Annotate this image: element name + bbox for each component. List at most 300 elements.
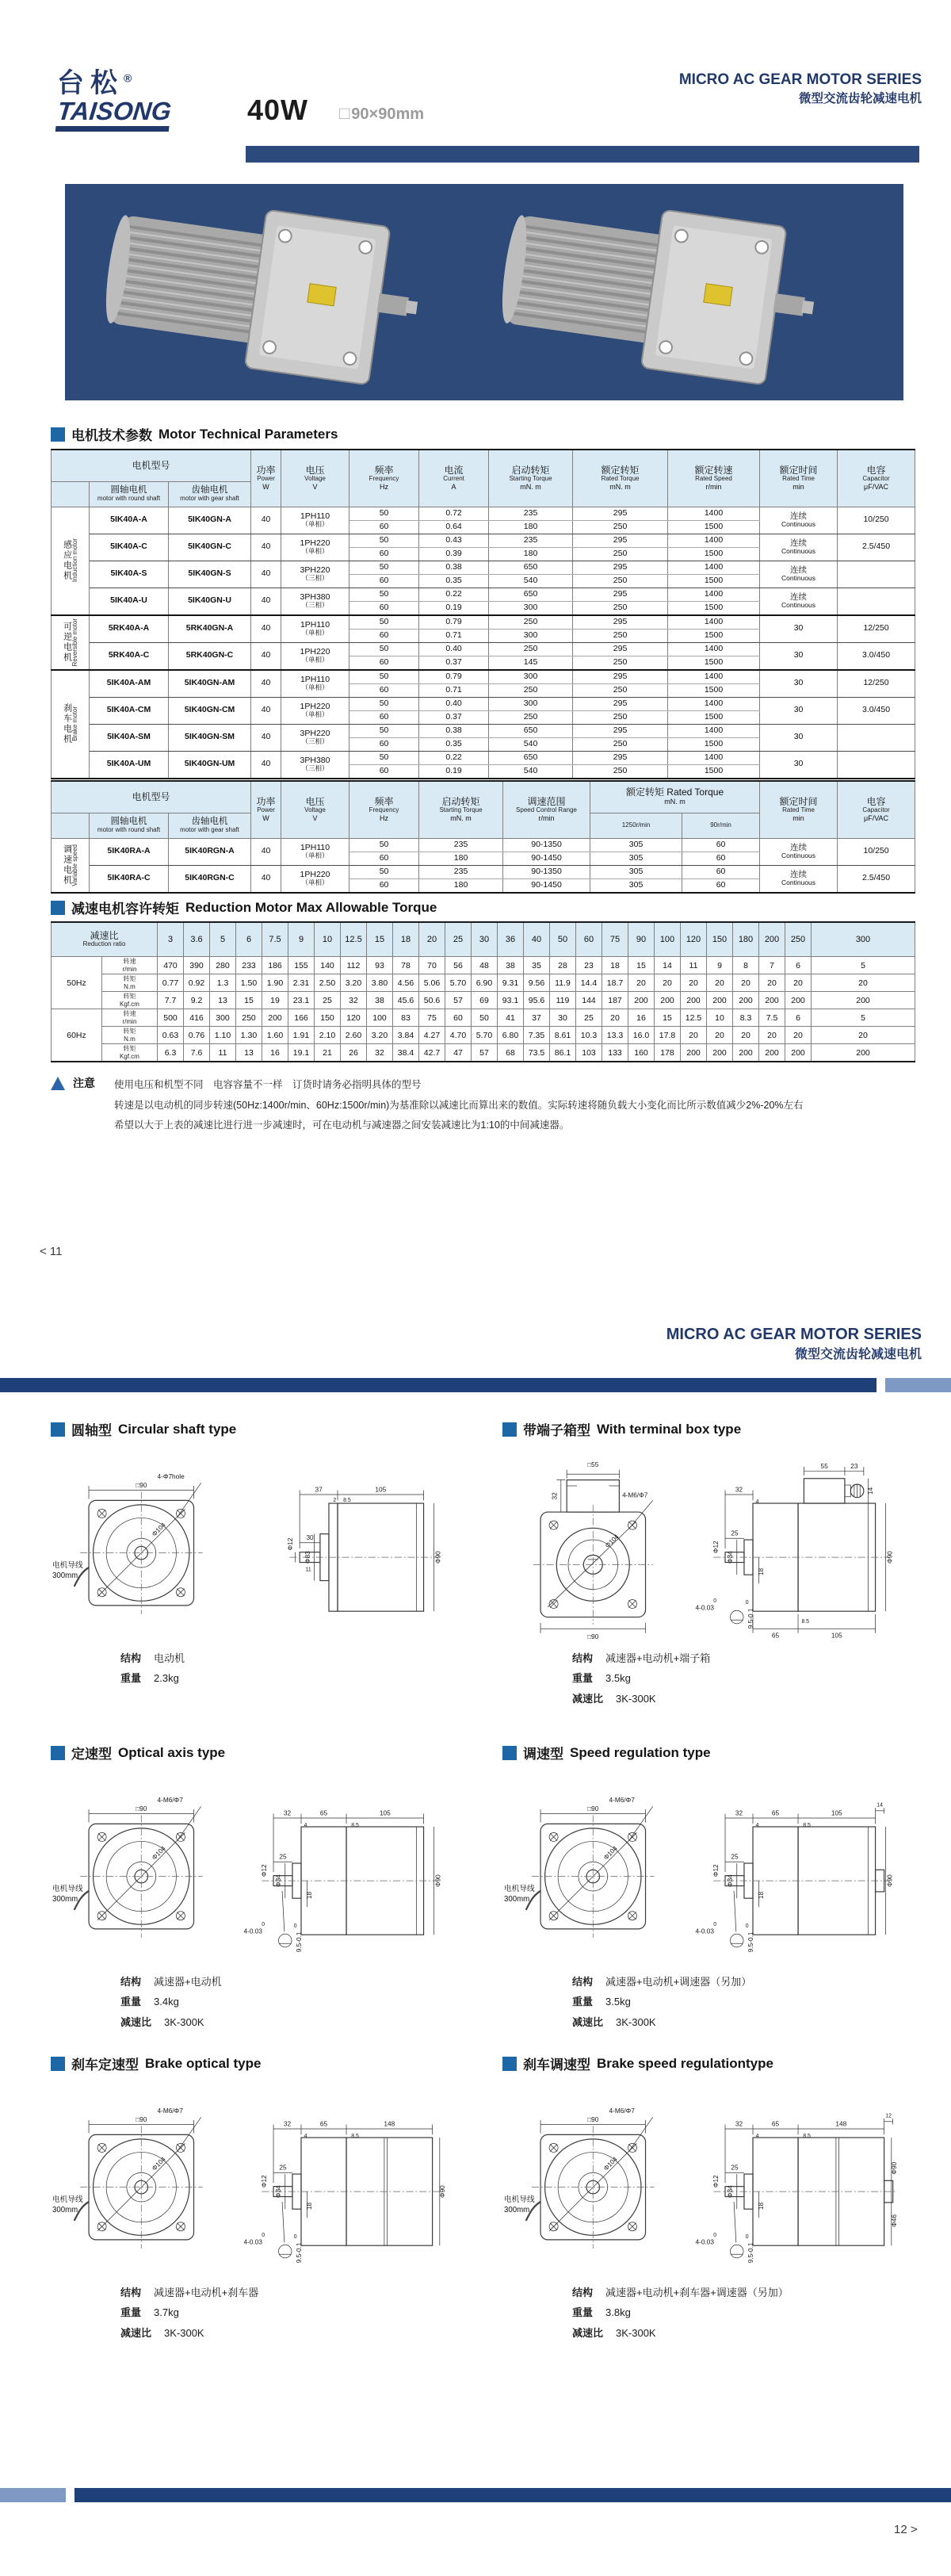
section-terminal-box [502, 1419, 922, 1709]
spec-info [572, 2283, 922, 2343]
svg-text:4-0.03: 4-0.03 [695, 1604, 714, 1612]
table-cell [281, 642, 349, 670]
svg-text:4: 4 [304, 2134, 307, 2140]
section-square-icon [51, 901, 65, 915]
spec-info [120, 1648, 471, 1689]
table-cell: 3.0/450 [838, 642, 915, 670]
table-cell: 38.4 [393, 1044, 419, 1062]
svg-text:0: 0 [745, 1600, 749, 1606]
table-cell: 540 [489, 764, 573, 779]
table-cell [760, 838, 838, 865]
column-header [503, 781, 590, 838]
group-label-en: Variable speed [71, 844, 78, 886]
svg-text:□90: □90 [136, 1805, 147, 1812]
header-text: 额定转矩 [601, 464, 640, 476]
cell-text: 3PH380 [300, 756, 330, 766]
header-text: 功率 [256, 795, 276, 807]
section-title: 定速型 Optical axis type [51, 1743, 471, 1763]
table-cell: 10/250 [838, 507, 915, 534]
table-cell: 1400 [668, 724, 760, 737]
table-cell: 86.1 [550, 1044, 576, 1062]
table-cell: 42.7 [419, 1044, 445, 1062]
table-cell: 250 [489, 683, 573, 697]
table-cell: 1400 [668, 561, 760, 574]
table-row [52, 974, 915, 992]
table-row [52, 865, 915, 878]
header-text: Voltage [304, 475, 326, 483]
svg-text:14: 14 [866, 1487, 874, 1495]
table-cell: 18.7 [602, 974, 628, 992]
cell-text: （单相） [301, 656, 329, 664]
frame-size: □ 90×90mm [339, 103, 425, 123]
table-cell: 1500 [668, 574, 760, 588]
table-cell: 5IK40A-AM [90, 670, 169, 698]
table-cell: 50 [349, 838, 419, 852]
row-label: 转矩 [123, 1045, 136, 1053]
svg-text:4-M6/Φ7: 4-M6/Φ7 [609, 2107, 635, 2115]
table-cell: 5RK40A-A [90, 615, 169, 643]
table-cell: 305 [590, 852, 682, 865]
table-cell: 470 [158, 957, 184, 974]
cell-text: 1PH110 [300, 620, 330, 630]
table-cell: 7.5 [759, 1009, 785, 1027]
table-cell: 650 [489, 561, 573, 574]
cell-text: （单相） [301, 710, 329, 719]
info-label: 重量 [120, 1996, 142, 2008]
row-label-unit: Kgf.cm [120, 1052, 139, 1060]
svg-text:4-0.03: 4-0.03 [695, 2238, 714, 2246]
cell-text: （单相） [301, 629, 329, 637]
svg-text:9.5-0.1: 9.5-0.1 [747, 1608, 754, 1629]
table-cell: 14.4 [576, 974, 602, 992]
svg-text:32: 32 [735, 2120, 743, 2128]
table-cell: 180 [489, 520, 573, 534]
svg-text:300mm: 300mm [504, 1894, 530, 1904]
svg-text:Φ34: Φ34 [727, 1551, 735, 1564]
svg-text:0: 0 [262, 1922, 265, 1928]
square-icon: □ [339, 103, 350, 123]
notice [51, 1075, 915, 1136]
header-text: 电压 [305, 464, 325, 476]
svg-text:4-M6/Φ7: 4-M6/Φ7 [609, 1796, 635, 1804]
cell-text: （单相） [301, 547, 329, 556]
cell-text: 连续 [790, 538, 808, 549]
info-value: 3.5kg [605, 1996, 631, 2008]
technical-drawing [502, 1782, 922, 1964]
table-cell: 45.6 [393, 992, 419, 1009]
table-cell: 50 [349, 865, 419, 878]
table-cell: 1500 [668, 737, 760, 751]
front-view-drawing [51, 2092, 219, 2275]
row-label-unit: N.m [124, 1035, 136, 1043]
row-label-unit: N.m [124, 982, 136, 990]
header-text: 调速范围 [527, 795, 566, 807]
side-view-drawing [675, 2092, 903, 2275]
svg-text:□90: □90 [136, 2115, 147, 2123]
header-text: Power [257, 806, 275, 814]
column-header: 30 [472, 922, 498, 957]
svg-text:8.5: 8.5 [803, 1823, 811, 1829]
table-cell: 50.6 [419, 992, 445, 1009]
info-row [572, 1689, 922, 1709]
section-title-parameters: 电机技术参数 Motor Technical Parameters [51, 424, 338, 444]
table-cell: 295 [573, 751, 668, 764]
table-cell: 40 [251, 534, 281, 561]
group-label-cn: 调速电机 [62, 844, 72, 886]
table-cell: 60 [682, 838, 760, 852]
table-cell: 5IK40A-S [90, 561, 169, 588]
header-text: Speed Control Range [516, 806, 577, 814]
table-cell: 295 [573, 534, 668, 547]
svg-text:32: 32 [735, 1486, 743, 1494]
table-cell: 5IK40A-C [90, 534, 169, 561]
table-cell: 40 [251, 588, 281, 615]
column-header: 20 [419, 922, 445, 957]
svg-text:12: 12 [885, 2113, 892, 2119]
table-row [52, 1044, 915, 1062]
section-title: 圆轴型 Circular shaft type [51, 1419, 471, 1439]
section-title: 调速型 Speed regulation type [502, 1743, 922, 1763]
page-number-prev: < 11 [40, 1245, 63, 1258]
section-square-icon [51, 427, 65, 442]
header-unit: V [312, 813, 318, 822]
table-cell: 0.35 [419, 737, 489, 751]
table-cell [281, 724, 349, 751]
table-cell: 16 [262, 1044, 288, 1062]
info-label: 减速比 [572, 2326, 604, 2339]
table-cell: 7 [759, 957, 785, 974]
svg-text:0: 0 [713, 2233, 717, 2239]
svg-text:65: 65 [771, 2120, 780, 2128]
table-cell: 1.30 [236, 1027, 262, 1044]
table-cell [838, 588, 915, 615]
column-header: 9 [288, 922, 315, 957]
table-cell: 250 [573, 737, 668, 751]
cell-text: （三相） [301, 601, 329, 610]
info-value: 3.5kg [605, 1672, 631, 1685]
header-unit: A [451, 482, 456, 491]
svg-text:105: 105 [831, 1809, 842, 1817]
table-cell: 57 [472, 1044, 498, 1062]
table-row [52, 781, 915, 813]
column-header: 90 [628, 922, 655, 957]
table-cell: 1500 [668, 710, 760, 724]
svg-text:65: 65 [319, 2120, 328, 2128]
svg-text:4-Φ7hole: 4-Φ7hole [157, 1472, 185, 1480]
table-cell: 112 [341, 957, 367, 974]
table-cell: 20 [785, 1027, 812, 1044]
table-cell: 19.1 [288, 1044, 315, 1062]
table-cell: 1.60 [262, 1027, 288, 1044]
table-cell: 5IK40A-CM [90, 697, 169, 724]
table-cell: 5IK40GN-S [169, 561, 251, 588]
table-cell: 1400 [668, 670, 760, 684]
info-label: 减速比 [120, 2326, 152, 2339]
front-view-drawing [51, 1458, 219, 1640]
info-label: 重量 [572, 1672, 594, 1685]
table-cell: 90-1450 [503, 852, 590, 865]
cell-text: （三相） [301, 764, 329, 773]
header-text: Rated Time [782, 806, 815, 814]
header-text: 减速比 [90, 930, 119, 941]
header-bar [246, 146, 919, 163]
svg-text:Φ104: Φ104 [151, 1521, 167, 1538]
series-title-page2: MICRO AC GEAR MOTOR SERIES 微型交流齿轮减速电机 [666, 1326, 922, 1361]
header-text: 额定转速 [694, 464, 733, 476]
table-cell: 144 [576, 992, 602, 1009]
table-cell: 295 [573, 507, 668, 520]
table-cell: 70 [419, 957, 445, 974]
table-cell: 40 [251, 838, 281, 865]
table-cell: 140 [315, 957, 341, 974]
header-unit: mN. m [450, 813, 472, 822]
table-cell: 250 [489, 642, 573, 656]
info-value: 3K-300K [164, 2015, 204, 2028]
table-cell: 0.19 [419, 601, 489, 615]
table-cell: 0.37 [419, 710, 489, 724]
table-cell: 38 [367, 992, 393, 1009]
notice-line: 希望以大于上表的减速比进行进一步减速时，可在电动机与减速器之间安装减速比为1:10的中间减速器。 [114, 1120, 570, 1131]
table-cell: 295 [573, 561, 668, 574]
table-cell: 1500 [668, 656, 760, 670]
header-text: Rated Time [782, 475, 815, 483]
svg-text:8.5: 8.5 [803, 2134, 811, 2140]
table-cell: 90-1350 [503, 865, 590, 878]
header-unit: V [312, 482, 318, 491]
column-header: 电机型号 [52, 781, 251, 813]
table-cell [760, 507, 838, 534]
table-cell [838, 724, 915, 751]
header-text: 启动转矩 [441, 795, 480, 807]
info-row [120, 2302, 471, 2322]
table-cell: 40 [251, 865, 281, 893]
info-value: 减速器+电动机+调速器（另加） [605, 1976, 752, 1988]
table-cell: 4.27 [419, 1027, 445, 1044]
svg-text:14: 14 [877, 1802, 883, 1809]
svg-text:Φ104: Φ104 [151, 2155, 167, 2172]
table-cell: 250 [573, 710, 668, 724]
header-text: Current [443, 475, 464, 483]
header-text: Frequency [369, 806, 399, 814]
spec-info [572, 1648, 922, 1709]
table-cell: 17.8 [655, 1027, 681, 1044]
svg-text:2: 2 [333, 1498, 337, 1504]
table-cell: 95.6 [524, 992, 550, 1009]
notice-label: 注意 [73, 1077, 95, 1089]
table-cell: 5IK40GN-UM [169, 751, 251, 779]
table-row [52, 642, 915, 656]
table-cell [281, 865, 349, 893]
cell-text: 连续 [790, 565, 808, 576]
column-header [419, 781, 503, 838]
header-text: motor with round shaft [97, 825, 161, 833]
info-value: 3.4kg [154, 1996, 179, 2008]
table-cell: 60 [349, 629, 419, 642]
column-header: 3 [158, 922, 184, 957]
table-cell: 1500 [668, 629, 760, 642]
row-label: 转矩 [123, 1028, 136, 1035]
table-row [52, 724, 915, 737]
table-cell: 19 [262, 992, 288, 1009]
svg-text:25: 25 [279, 1853, 287, 1861]
svg-text:25: 25 [731, 1529, 739, 1537]
svg-text:32: 32 [551, 1492, 559, 1500]
table-cell: 1400 [668, 751, 760, 764]
section-square-icon [502, 1746, 517, 1760]
table-cell: 5IK40A-SM [90, 724, 169, 751]
svg-text:0: 0 [713, 1598, 717, 1605]
table-row [52, 507, 915, 520]
header-text: Power [257, 475, 275, 483]
svg-text:37: 37 [315, 1486, 323, 1494]
divider-bar [74, 2488, 951, 2502]
table-cell [838, 751, 915, 779]
cell-text: （单相） [301, 878, 329, 887]
table-cell: 40 [251, 697, 281, 724]
table-cell: 9.2 [184, 992, 210, 1009]
table-cell: 60 [682, 852, 760, 865]
table-cell: 3.20 [367, 1027, 393, 1044]
svg-text:Φ90: Φ90 [886, 1874, 894, 1888]
column-header: 250 [785, 922, 812, 957]
header-text: 频率 [374, 795, 394, 807]
table-cell: 12/250 [838, 615, 915, 643]
info-value: 3K-300K [616, 2015, 656, 2028]
header-text: motor with gear shaft [180, 825, 239, 833]
svg-text:4-M6/Φ7: 4-M6/Φ7 [157, 1796, 183, 1804]
table-cell: 300 [489, 629, 573, 642]
table-cell: 20 [812, 974, 915, 992]
table-cell: 5IK40GN-AM [169, 670, 251, 698]
table-cell: 200 [655, 992, 681, 1009]
svg-text:105: 105 [831, 1632, 842, 1640]
table-cell: 250 [573, 601, 668, 615]
row-label-cell [102, 974, 158, 992]
front-view-drawing [51, 1782, 219, 1964]
table-cell: 20 [812, 1027, 915, 1044]
table-cell: 50 [349, 615, 419, 630]
table-cell [281, 670, 349, 698]
table-cell: 100 [367, 1009, 393, 1027]
table-cell: 280 [210, 957, 236, 974]
table-cell: 5IK40A-A [90, 507, 169, 534]
table-cell: 60 [682, 878, 760, 893]
table-cell: 650 [489, 751, 573, 764]
table-cell: 38 [498, 957, 524, 974]
group-label [52, 618, 89, 666]
header-text: Capacitor [862, 475, 890, 483]
table-cell: 250 [573, 547, 668, 561]
info-label: 结构 [120, 2287, 142, 2298]
table-cell: 11 [210, 1044, 236, 1062]
svg-text:电机导线: 电机导线 [504, 2195, 535, 2204]
table-cell: 1.91 [288, 1027, 315, 1044]
svg-text:25: 25 [279, 2164, 287, 2172]
svg-text:4: 4 [755, 1499, 759, 1506]
table-cell: 13.3 [602, 1027, 628, 1044]
table-cell: 650 [489, 588, 573, 601]
table-cell: 250 [573, 656, 668, 670]
cell-text: Continuous [781, 852, 816, 860]
brand-logo [55, 68, 173, 132]
header-unit: μF/VAC [864, 813, 889, 822]
table-cell: 48 [472, 957, 498, 974]
table-cell: 25 [315, 992, 341, 1009]
table-cell [281, 615, 349, 643]
svg-text:105: 105 [379, 1809, 391, 1817]
side-view-drawing [223, 1782, 452, 1964]
svg-text:0: 0 [293, 1923, 297, 1929]
table-cell: 16.0 [628, 1027, 655, 1044]
column-header: 7.5 [262, 922, 288, 957]
technical-drawing [502, 1458, 922, 1640]
table-cell: 9.31 [498, 974, 524, 992]
table-cell: 50 [349, 588, 419, 601]
header-text: Starting Torque [509, 475, 552, 483]
table-cell: 160 [628, 1044, 655, 1062]
info-value: 2.3kg [154, 1672, 179, 1685]
table-cell: 18 [602, 957, 628, 974]
section-square-icon [51, 1746, 65, 1760]
table-cell: 5 [812, 1009, 915, 1027]
header-unit: Hz [380, 813, 389, 822]
table-cell: 1400 [668, 507, 760, 520]
table-row [52, 838, 915, 852]
header-text: 圆轴电机 [110, 817, 147, 827]
table-cell: 20 [733, 1027, 759, 1044]
table-cell: 300 [489, 601, 573, 615]
table-cell: 50 [349, 507, 419, 520]
table-cell: 180 [489, 547, 573, 561]
table-cell: 1400 [668, 642, 760, 656]
table-cell: 200 [812, 992, 915, 1009]
section-square-icon [51, 2057, 65, 2071]
column-header: 12.5 [341, 922, 367, 957]
table-cell: 30 [550, 1009, 576, 1027]
table-cell: 16 [628, 1009, 655, 1027]
column-header [760, 781, 838, 838]
table-cell: 68 [498, 1044, 524, 1062]
table-cell: 295 [573, 615, 668, 630]
table-cell: 11 [681, 957, 707, 974]
info-row [572, 1992, 922, 2011]
table-cell: 250 [573, 520, 668, 534]
table-cell: 155 [288, 957, 315, 974]
svg-text:Φ12: Φ12 [712, 1864, 720, 1877]
cell-text: 1PH220 [300, 538, 330, 549]
section-brake-optical [51, 2054, 471, 2343]
table-cell: 250 [573, 574, 668, 588]
table-cell [281, 751, 349, 779]
cell-text: 1PH220 [300, 647, 330, 657]
table-cell: 3.20 [341, 974, 367, 992]
svg-text:Φ104: Φ104 [602, 2155, 619, 2172]
table-cell: 9 [707, 957, 733, 974]
svg-text:18: 18 [757, 1891, 765, 1900]
table-cell: 200 [681, 992, 707, 1009]
table-cell: 5IK40GN-C [169, 534, 251, 561]
table-cell: 60 [349, 878, 419, 893]
column-header [349, 781, 419, 838]
section-square-icon [51, 1422, 65, 1437]
column-header [668, 450, 760, 507]
table-cell: 1.90 [262, 974, 288, 992]
info-label: 减速比 [572, 1692, 604, 1705]
svg-text:23: 23 [850, 1462, 858, 1470]
cell-text: （单相） [301, 683, 329, 692]
group-label-cn: 刹车电机 [62, 703, 72, 744]
table-cell: 3.80 [367, 974, 393, 992]
